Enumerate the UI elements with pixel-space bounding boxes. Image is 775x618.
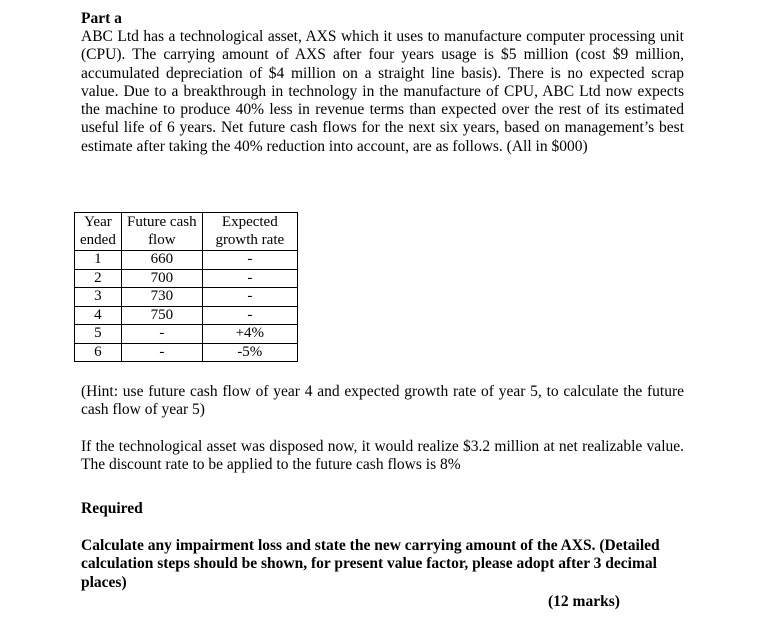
table-header-row [75, 213, 298, 251]
question-body [81, 10, 684, 156]
cash-flow-cell: 700 [121, 269, 202, 288]
table-row [75, 288, 298, 307]
header-year-ended: Year ended [75, 213, 122, 251]
table-row [75, 306, 298, 325]
hint-paragraph: (Hint: use future cash flow of year 4 and expected growth rate of year 5, to calculate the future cash flow of year 5) [81, 383, 684, 419]
cash-flow-cell: - [121, 343, 202, 362]
year-cell: 4 [75, 306, 122, 325]
table-row [75, 251, 298, 270]
part-title: Part a [81, 10, 122, 27]
year-cell: 5 [75, 325, 122, 344]
growth-rate-cell: - [202, 306, 297, 325]
table-row [75, 269, 298, 288]
year-cell: 1 [75, 251, 122, 270]
disposal-paragraph: If the technological asset was disposed now, it would realize $3.2 million at net realizable value. The discount rate to be applied to the future cash flows is 8% [81, 438, 684, 474]
table-row [75, 343, 298, 362]
cash-flow-cell: 750 [121, 306, 202, 325]
header-future-cash-flow: Future cash flow [121, 213, 202, 251]
cash-flow-cell: 660 [121, 251, 202, 270]
marks-label: (12 marks) [548, 593, 620, 610]
growth-rate-cell: -5% [202, 343, 297, 362]
header-expected-growth-rate: Expected growth rate [202, 213, 297, 251]
year-cell: 6 [75, 343, 122, 362]
table-row [75, 325, 298, 344]
year-cell: 2 [75, 269, 122, 288]
required-heading: Required [81, 500, 143, 517]
cash-flow-cell: - [121, 325, 202, 344]
intro-paragraph: ABC Ltd has a technological asset, AXS which it uses to manufacture computer processing unit (CPU). The carrying amount of AXS after four years usage is $5 million (cost $9 million, accumulated depreciation of $4 million on a straight line basis). There is no expected scrap value. Due to a breakthrough in technology in the manufacture of CPU, ABC Ltd now expects the machine to produce 40% less in revenue terms than expected over the rest of its estimated useful life of 6 years. Net future cash flows for the next six years, based on management’s best estimate after taking the 40% reduction into account, are as follows. (All in $000) [81, 28, 684, 155]
growth-rate-cell: +4% [202, 325, 297, 344]
growth-rate-cell: - [202, 269, 297, 288]
task-instructions: Calculate any impairment loss and state the new carrying amount of the AXS. (Detailed calculation steps should be shown, for present value factor, please adopt after 3 decimal places) [81, 537, 660, 591]
growth-rate-cell: - [202, 288, 297, 307]
cash-flow-table [74, 212, 298, 362]
cash-flow-cell: 730 [121, 288, 202, 307]
growth-rate-cell: - [202, 251, 297, 270]
year-cell: 3 [75, 288, 122, 307]
